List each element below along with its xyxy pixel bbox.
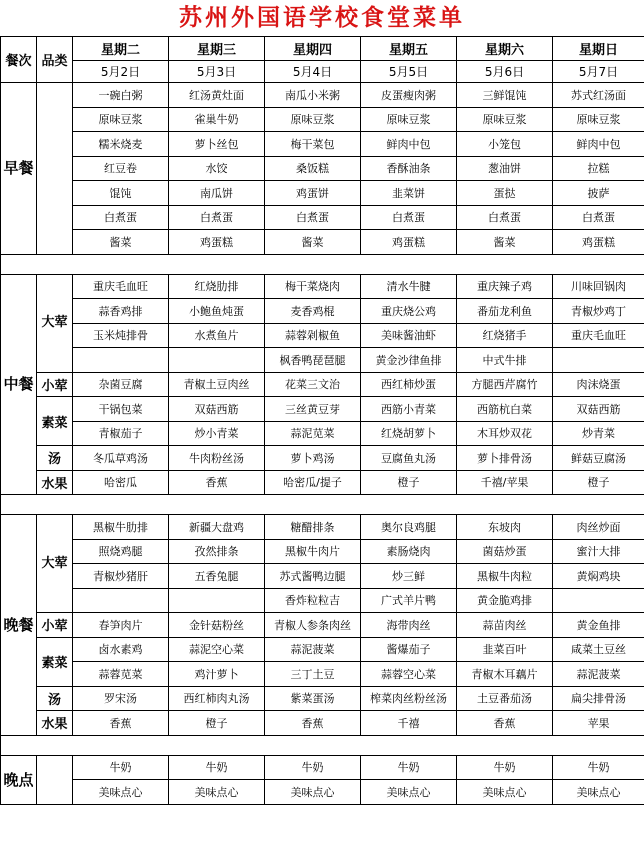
dish-cell: 韭菜饼 bbox=[361, 181, 457, 206]
dish-cell: 罗宋汤 bbox=[73, 686, 169, 711]
table-row bbox=[1, 686, 644, 711]
table-row bbox=[1, 780, 644, 805]
dish-cell: 美味酱油虾 bbox=[361, 323, 457, 348]
dish-cell: 重庆毛血旺 bbox=[553, 323, 644, 348]
dish-cell: 东坡肉 bbox=[457, 515, 553, 540]
dish-cell: 原味豆浆 bbox=[553, 107, 644, 132]
dish-cell: 橙子 bbox=[553, 470, 644, 495]
dish-cell: 蒜蓉空心菜 bbox=[361, 662, 457, 687]
dish-cell: 蒜泥菠菜 bbox=[553, 662, 644, 687]
dish-cell: 韭菜百叶 bbox=[457, 637, 553, 662]
meal-label: 晚餐 bbox=[1, 515, 37, 736]
dish-cell: 鲜菇豆腐汤 bbox=[553, 446, 644, 471]
dish-cell: 鸡汁萝卜 bbox=[169, 662, 265, 687]
dish-cell: 红烧肋排 bbox=[169, 274, 265, 299]
dish-cell: 西筋杭白菜 bbox=[457, 397, 553, 422]
category-label: 水果 bbox=[37, 711, 73, 736]
dish-cell: 苹果 bbox=[553, 711, 644, 736]
dish-cell: 原味豆浆 bbox=[265, 107, 361, 132]
dish-cell: 麦香鸡棍 bbox=[265, 299, 361, 324]
dish-cell: 小鲍鱼炖蛋 bbox=[169, 299, 265, 324]
table-row bbox=[1, 539, 644, 564]
dish-cell: 番茄龙利鱼 bbox=[457, 299, 553, 324]
spacer-row bbox=[1, 495, 644, 515]
table-row bbox=[1, 446, 644, 471]
dish-cell: 拉糕 bbox=[553, 156, 644, 181]
dish-cell: 原味豆浆 bbox=[73, 107, 169, 132]
dish-cell: 白煮蛋 bbox=[553, 205, 644, 230]
category-label: 汤 bbox=[37, 446, 73, 471]
dish-cell bbox=[169, 588, 265, 613]
dish-cell: 枫香鸭琵琶腿 bbox=[265, 348, 361, 373]
dish-cell: 清水牛腱 bbox=[361, 274, 457, 299]
table-row bbox=[1, 181, 644, 206]
page-title: 苏州外国语学校食堂菜单 bbox=[179, 4, 465, 31]
category-label: 小荤 bbox=[37, 372, 73, 397]
dish-cell: 糖醋排条 bbox=[265, 515, 361, 540]
table-row bbox=[1, 755, 644, 780]
dish-cell: 小笼包 bbox=[457, 132, 553, 157]
meal-label: 早餐 bbox=[1, 83, 37, 255]
dish-cell: 青椒茄子 bbox=[73, 421, 169, 446]
table-row bbox=[1, 662, 644, 687]
table-row bbox=[1, 372, 644, 397]
dish-cell: 干锅包菜 bbox=[73, 397, 169, 422]
dish-cell: 白煮蛋 bbox=[361, 205, 457, 230]
meal-label: 晚点 bbox=[1, 755, 37, 804]
category-label: 水果 bbox=[37, 470, 73, 495]
dish-cell: 重庆辣子鸡 bbox=[457, 274, 553, 299]
dish-cell: 三丝黄豆芽 bbox=[265, 397, 361, 422]
header-meal: 餐次 bbox=[1, 37, 37, 83]
table-row bbox=[1, 421, 644, 446]
category-label: 素菜 bbox=[37, 397, 73, 446]
dish-cell: 黑椒牛肉片 bbox=[265, 539, 361, 564]
dish-cell: 奥尔良鸡腿 bbox=[361, 515, 457, 540]
dish-cell: 春笋肉片 bbox=[73, 613, 169, 638]
table-row bbox=[1, 274, 644, 299]
dish-cell: 花菜三文治 bbox=[265, 372, 361, 397]
dish-cell: 牛奶 bbox=[265, 755, 361, 780]
dish-cell: 蛋挞 bbox=[457, 181, 553, 206]
dish-cell bbox=[553, 588, 644, 613]
dish-cell: 水煮鱼片 bbox=[169, 323, 265, 348]
category-label: 小荤 bbox=[37, 613, 73, 638]
dish-cell: 青椒炒猪肝 bbox=[73, 564, 169, 589]
table-row bbox=[1, 299, 644, 324]
dish-cell: 榨菜肉丝粉丝汤 bbox=[361, 686, 457, 711]
dish-cell: 青椒人参条肉丝 bbox=[265, 613, 361, 638]
dish-cell: 重庆毛血旺 bbox=[73, 274, 169, 299]
dish-cell: 土豆番茄汤 bbox=[457, 686, 553, 711]
dish-cell: 青椒土豆肉丝 bbox=[169, 372, 265, 397]
dish-cell: 广式羊片鸭 bbox=[361, 588, 457, 613]
dish-cell: 菌菇炒蛋 bbox=[457, 539, 553, 564]
table-row bbox=[1, 711, 644, 736]
day-name: 星期四 bbox=[265, 37, 361, 61]
dish-cell: 千禧/苹果 bbox=[457, 470, 553, 495]
table-row bbox=[1, 230, 644, 255]
dish-cell: 哈密瓜 bbox=[73, 470, 169, 495]
dish-cell: 酱菜 bbox=[457, 230, 553, 255]
table-row bbox=[1, 83, 644, 108]
dish-cell: 青椒木耳藕片 bbox=[457, 662, 553, 687]
table-row bbox=[1, 470, 644, 495]
dish-cell: 鲜肉中包 bbox=[361, 132, 457, 157]
dish-cell bbox=[73, 588, 169, 613]
dish-cell: 桑饭糕 bbox=[265, 156, 361, 181]
dish-cell: 雀巢牛奶 bbox=[169, 107, 265, 132]
dish-cell: 蒜蓉苋菜 bbox=[73, 662, 169, 687]
dish-cell: 海带肉丝 bbox=[361, 613, 457, 638]
spacer-row bbox=[1, 254, 644, 274]
dish-cell: 千禧 bbox=[361, 711, 457, 736]
dish-cell: 美味点心 bbox=[169, 780, 265, 805]
dish-cell: 美味点心 bbox=[265, 780, 361, 805]
table-row bbox=[1, 323, 644, 348]
dish-cell: 照烧鸡腿 bbox=[73, 539, 169, 564]
dish-cell: 萝卜排骨汤 bbox=[457, 446, 553, 471]
day-name: 星期五 bbox=[361, 37, 457, 61]
dish-cell: 豆腐鱼丸汤 bbox=[361, 446, 457, 471]
dish-cell: 新疆大盘鸡 bbox=[169, 515, 265, 540]
category-label: 大荤 bbox=[37, 274, 73, 372]
dish-cell: 南瓜饼 bbox=[169, 181, 265, 206]
spacer-row bbox=[1, 735, 644, 755]
dish-cell: 酱爆茄子 bbox=[361, 637, 457, 662]
dish-cell: 鲜肉中包 bbox=[553, 132, 644, 157]
dish-cell: 原味豆浆 bbox=[361, 107, 457, 132]
dish-cell: 披萨 bbox=[553, 181, 644, 206]
dish-cell bbox=[73, 348, 169, 373]
dish-cell: 孜然排条 bbox=[169, 539, 265, 564]
dish-cell: 白煮蛋 bbox=[265, 205, 361, 230]
dish-cell: 香酥油条 bbox=[361, 156, 457, 181]
category-label bbox=[37, 83, 73, 255]
day-header-row bbox=[1, 37, 644, 61]
dish-cell: 双菇西筋 bbox=[169, 397, 265, 422]
dish-cell: 原味豆浆 bbox=[457, 107, 553, 132]
dish-cell: 金针菇粉丝 bbox=[169, 613, 265, 638]
dish-cell: 咸菜土豆丝 bbox=[553, 637, 644, 662]
table-row bbox=[1, 613, 644, 638]
dish-cell: 蒜苗肉丝 bbox=[457, 613, 553, 638]
dish-cell: 肉沫烧蛋 bbox=[553, 372, 644, 397]
dish-cell: 素肠烧肉 bbox=[361, 539, 457, 564]
dish-cell: 木耳炒双花 bbox=[457, 421, 553, 446]
dish-cell: 美味点心 bbox=[457, 780, 553, 805]
dish-cell: 水饺 bbox=[169, 156, 265, 181]
dish-cell: 美味点心 bbox=[553, 780, 644, 805]
dish-cell: 香炸粒粒吉 bbox=[265, 588, 361, 613]
dish-cell: 牛奶 bbox=[457, 755, 553, 780]
dish-cell: 五香兔腿 bbox=[169, 564, 265, 589]
dish-cell: 皮蛋瘦肉粥 bbox=[361, 83, 457, 108]
table-row bbox=[1, 132, 644, 157]
table-row bbox=[1, 205, 644, 230]
dish-cell: 美味点心 bbox=[361, 780, 457, 805]
day-date: 5月3日 bbox=[169, 61, 265, 83]
spacer-cell bbox=[1, 495, 644, 515]
dish-cell: 苏式红汤面 bbox=[553, 83, 644, 108]
spacer-cell bbox=[1, 254, 644, 274]
table-row bbox=[1, 637, 644, 662]
day-name: 星期六 bbox=[457, 37, 553, 61]
dish-cell: 黄金脆鸡排 bbox=[457, 588, 553, 613]
day-date: 5月6日 bbox=[457, 61, 553, 83]
table-row bbox=[1, 397, 644, 422]
dish-cell: 牛奶 bbox=[169, 755, 265, 780]
dish-cell: 馄饨 bbox=[73, 181, 169, 206]
day-name: 星期日 bbox=[553, 37, 644, 61]
dish-cell: 白煮蛋 bbox=[169, 205, 265, 230]
dish-cell: 双菇西筋 bbox=[553, 397, 644, 422]
dish-cell: 炒三鲜 bbox=[361, 564, 457, 589]
dish-cell: 美味点心 bbox=[73, 780, 169, 805]
dish-cell: 红豆卷 bbox=[73, 156, 169, 181]
table-row bbox=[1, 107, 644, 132]
dish-cell: 糯米烧麦 bbox=[73, 132, 169, 157]
header-category: 品类 bbox=[37, 37, 73, 83]
dish-cell: 黑椒牛肋排 bbox=[73, 515, 169, 540]
dish-cell: 牛奶 bbox=[361, 755, 457, 780]
dish-cell bbox=[553, 348, 644, 373]
dish-cell: 南瓜小米粥 bbox=[265, 83, 361, 108]
dish-cell: 蜜汁大排 bbox=[553, 539, 644, 564]
date-header-row bbox=[1, 61, 644, 83]
day-date: 5月7日 bbox=[553, 61, 644, 83]
dish-cell: 三丁土豆 bbox=[265, 662, 361, 687]
dish-cell: 川味回锅肉 bbox=[553, 274, 644, 299]
dish-cell: 酱菜 bbox=[265, 230, 361, 255]
category-label: 素菜 bbox=[37, 637, 73, 686]
table-row bbox=[1, 564, 644, 589]
spacer-cell bbox=[1, 735, 644, 755]
dish-cell: 青椒炒鸡丁 bbox=[553, 299, 644, 324]
category-label: 大荤 bbox=[37, 515, 73, 613]
table-row bbox=[1, 156, 644, 181]
dish-cell: 黄金鱼排 bbox=[553, 613, 644, 638]
dish-cell: 苏式酱鸭边腿 bbox=[265, 564, 361, 589]
dish-cell: 鸡蛋糕 bbox=[361, 230, 457, 255]
dish-cell: 三鲜馄饨 bbox=[457, 83, 553, 108]
dish-cell: 红烧猪手 bbox=[457, 323, 553, 348]
dish-cell: 杂菌豆腐 bbox=[73, 372, 169, 397]
dish-cell: 葱油饼 bbox=[457, 156, 553, 181]
dish-cell: 白煮蛋 bbox=[457, 205, 553, 230]
dish-cell: 西红柿肉丸汤 bbox=[169, 686, 265, 711]
dish-cell: 橙子 bbox=[361, 470, 457, 495]
dish-cell: 黑椒牛肉粒 bbox=[457, 564, 553, 589]
dish-cell: 萝卜丝包 bbox=[169, 132, 265, 157]
table-row bbox=[1, 515, 644, 540]
day-date: 5月4日 bbox=[265, 61, 361, 83]
dish-cell: 重庆烧公鸡 bbox=[361, 299, 457, 324]
menu-table bbox=[0, 36, 644, 805]
dish-cell: 酱菜 bbox=[73, 230, 169, 255]
meal-label: 中餐 bbox=[1, 274, 37, 495]
day-date: 5月5日 bbox=[361, 61, 457, 83]
dish-cell: 方腿西芹腐竹 bbox=[457, 372, 553, 397]
dish-cell: 梅干菜烧肉 bbox=[265, 274, 361, 299]
dish-cell: 蒜泥苋菜 bbox=[265, 421, 361, 446]
dish-cell: 橙子 bbox=[169, 711, 265, 736]
dish-cell: 紫菜蛋汤 bbox=[265, 686, 361, 711]
dish-cell: 鸡蛋糕 bbox=[553, 230, 644, 255]
dish-cell: 肉丝炒面 bbox=[553, 515, 644, 540]
dish-cell: 玉米炖排骨 bbox=[73, 323, 169, 348]
dish-cell: 梅干菜包 bbox=[265, 132, 361, 157]
dish-cell: 牛肉粉丝汤 bbox=[169, 446, 265, 471]
dish-cell: 红烧胡萝卜 bbox=[361, 421, 457, 446]
dish-cell: 炒小青菜 bbox=[169, 421, 265, 446]
dish-cell: 西筋小青菜 bbox=[361, 397, 457, 422]
dish-cell: 西红柿炒蛋 bbox=[361, 372, 457, 397]
dish-cell: 中式牛排 bbox=[457, 348, 553, 373]
dish-cell: 香蕉 bbox=[457, 711, 553, 736]
dish-cell: 卤水素鸡 bbox=[73, 637, 169, 662]
dish-cell: 鸡蛋糕 bbox=[169, 230, 265, 255]
day-date: 5月2日 bbox=[73, 61, 169, 83]
dish-cell: 牛奶 bbox=[73, 755, 169, 780]
day-name: 星期三 bbox=[169, 37, 265, 61]
dish-cell: 红汤黄灶面 bbox=[169, 83, 265, 108]
dish-cell: 香蕉 bbox=[73, 711, 169, 736]
dish-cell bbox=[169, 348, 265, 373]
dish-cell: 炒青菜 bbox=[553, 421, 644, 446]
dish-cell: 白煮蛋 bbox=[73, 205, 169, 230]
dish-cell: 冬瓜草鸡汤 bbox=[73, 446, 169, 471]
dish-cell: 鸡蛋饼 bbox=[265, 181, 361, 206]
dish-cell: 香蕉 bbox=[265, 711, 361, 736]
dish-cell: 哈密瓜/提子 bbox=[265, 470, 361, 495]
dish-cell: 一碗白粥 bbox=[73, 83, 169, 108]
table-row bbox=[1, 588, 644, 613]
category-label bbox=[37, 755, 73, 804]
dish-cell: 黄焖鸡块 bbox=[553, 564, 644, 589]
day-name: 星期二 bbox=[73, 37, 169, 61]
dish-cell: 扁尖排骨汤 bbox=[553, 686, 644, 711]
dish-cell: 蒜泥空心菜 bbox=[169, 637, 265, 662]
dish-cell: 蒜泥菠菜 bbox=[265, 637, 361, 662]
dish-cell: 蒜香鸡排 bbox=[73, 299, 169, 324]
category-label: 汤 bbox=[37, 686, 73, 711]
dish-cell: 香蕉 bbox=[169, 470, 265, 495]
dish-cell: 黄金沙律鱼排 bbox=[361, 348, 457, 373]
dish-cell: 蒜蓉剁椒鱼 bbox=[265, 323, 361, 348]
table-row bbox=[1, 348, 644, 373]
dish-cell: 萝卜鸡汤 bbox=[265, 446, 361, 471]
dish-cell: 牛奶 bbox=[553, 755, 644, 780]
